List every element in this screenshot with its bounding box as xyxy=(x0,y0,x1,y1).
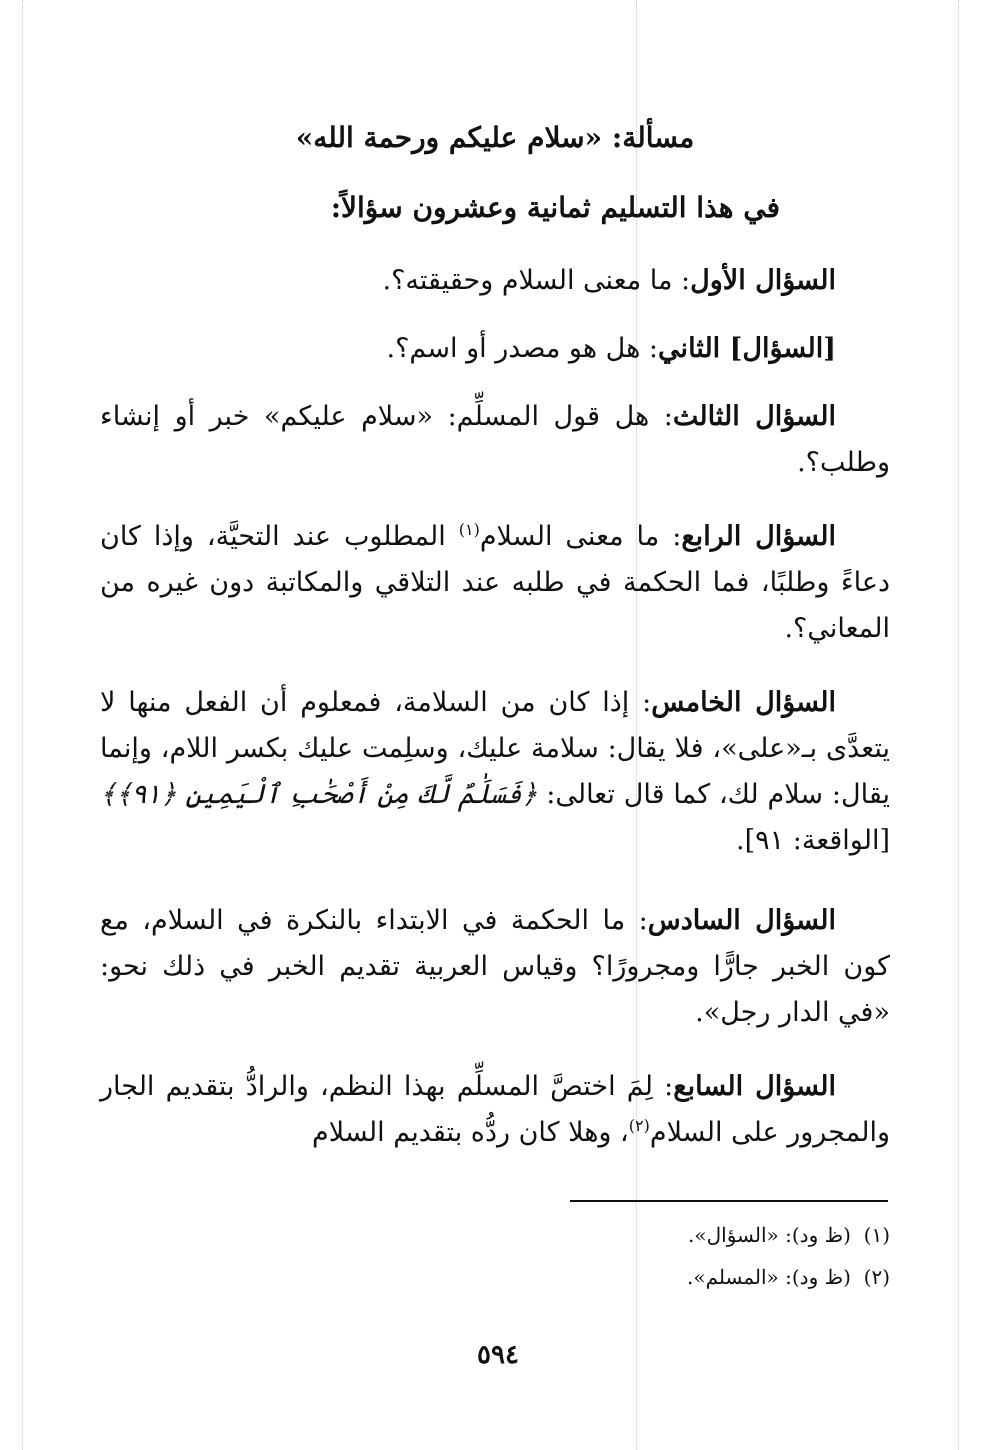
question-text: : إذا كان من السلامة، فمعلوم أن الفعل منها لا يتعدَّى بـ«على»، فلا يقال: سلامة عليك، وسلِمت عليك بكسر اللام، وإنما يقال: سلام لك، كما قال تعالى: xyxy=(100,687,891,810)
page-number: ٥٩٤ xyxy=(477,1340,519,1370)
footnote-ref: (٢) xyxy=(628,1116,650,1135)
footnote-text: (ظ ود): «السؤال». xyxy=(688,1223,851,1247)
question-text: : ما الحكمة في الابتداء بالنكرة في السلام، مع كون الخبر جارًّا ومجرورًا؟ وقياس العربية تقديم الخبر في ذلك نحو: «في الدار رجل». xyxy=(100,905,890,1028)
question-2 xyxy=(100,326,890,372)
footnote-ref: (١) xyxy=(458,520,480,539)
question-5 xyxy=(100,680,890,864)
question-label: السؤال الأول xyxy=(690,265,836,296)
page-subtitle: في هذا التسليم ثمانية وعشرون سؤالاً: xyxy=(330,191,780,224)
question-6 xyxy=(100,898,890,1036)
quran-verse: ﴿فَسَلَٰمٌ لَّكَ مِنْ أَصْحَٰبِ ٱلْيَمِينِ ﴿٩١﴾﴾ xyxy=(100,779,538,810)
footnote-number: (١) xyxy=(863,1223,890,1247)
question-3 xyxy=(100,394,890,486)
question-label: السؤال السابع xyxy=(673,1071,836,1102)
question-text: : هل قول المسلِّم: «سلام عليكم» خبر أو إنشاء وطلب؟. xyxy=(100,401,890,478)
question-text: : هل هو مصدر أو اسم؟. xyxy=(386,333,659,364)
footnote-1 xyxy=(100,1220,890,1250)
question-4 xyxy=(100,514,890,652)
question-label: السؤال السادس xyxy=(647,905,836,936)
scan-artifact-line xyxy=(958,0,959,1450)
question-text-continued: ، وهلا كان ردُّه بتقديم السلام xyxy=(312,1117,629,1148)
question-text-continued: المطلوب عند التحيَّة، وإذا كان دعاءً وطلبًا، فما الحكمة في طلبه عند التلاقي والمكاتبة دون غيره من المعاني؟. xyxy=(100,521,890,644)
question-label: السؤال الرابع xyxy=(681,521,836,552)
footnote-2 xyxy=(100,1262,890,1292)
question-label: [السؤال] الثاني xyxy=(658,333,836,364)
footnote-divider xyxy=(570,1200,888,1202)
footnote-number: (٢) xyxy=(863,1265,890,1289)
question-label: السؤال الثالث xyxy=(672,401,836,432)
question-text: : ما معنى السلام وحقيقته؟. xyxy=(382,265,691,296)
question-1 xyxy=(100,258,890,304)
question-label: السؤال الخامس xyxy=(651,687,836,718)
footnote-text: (ظ ود): «المسلم». xyxy=(686,1265,851,1289)
quran-citation: [الواقعة: ٩١]. xyxy=(736,825,890,856)
question-text: : لِمَ اختصَّ المسلِّم بهذا النظم، والرادُّ بتقديم الجار والمجرور على السلام xyxy=(100,1071,890,1148)
question-7 xyxy=(100,1064,890,1156)
question-text: : ما معنى السلام xyxy=(479,521,682,552)
page-title: مسألة: «سلام عليكم ورحمة الله» xyxy=(295,121,695,154)
scan-artifact-line xyxy=(22,0,23,1450)
